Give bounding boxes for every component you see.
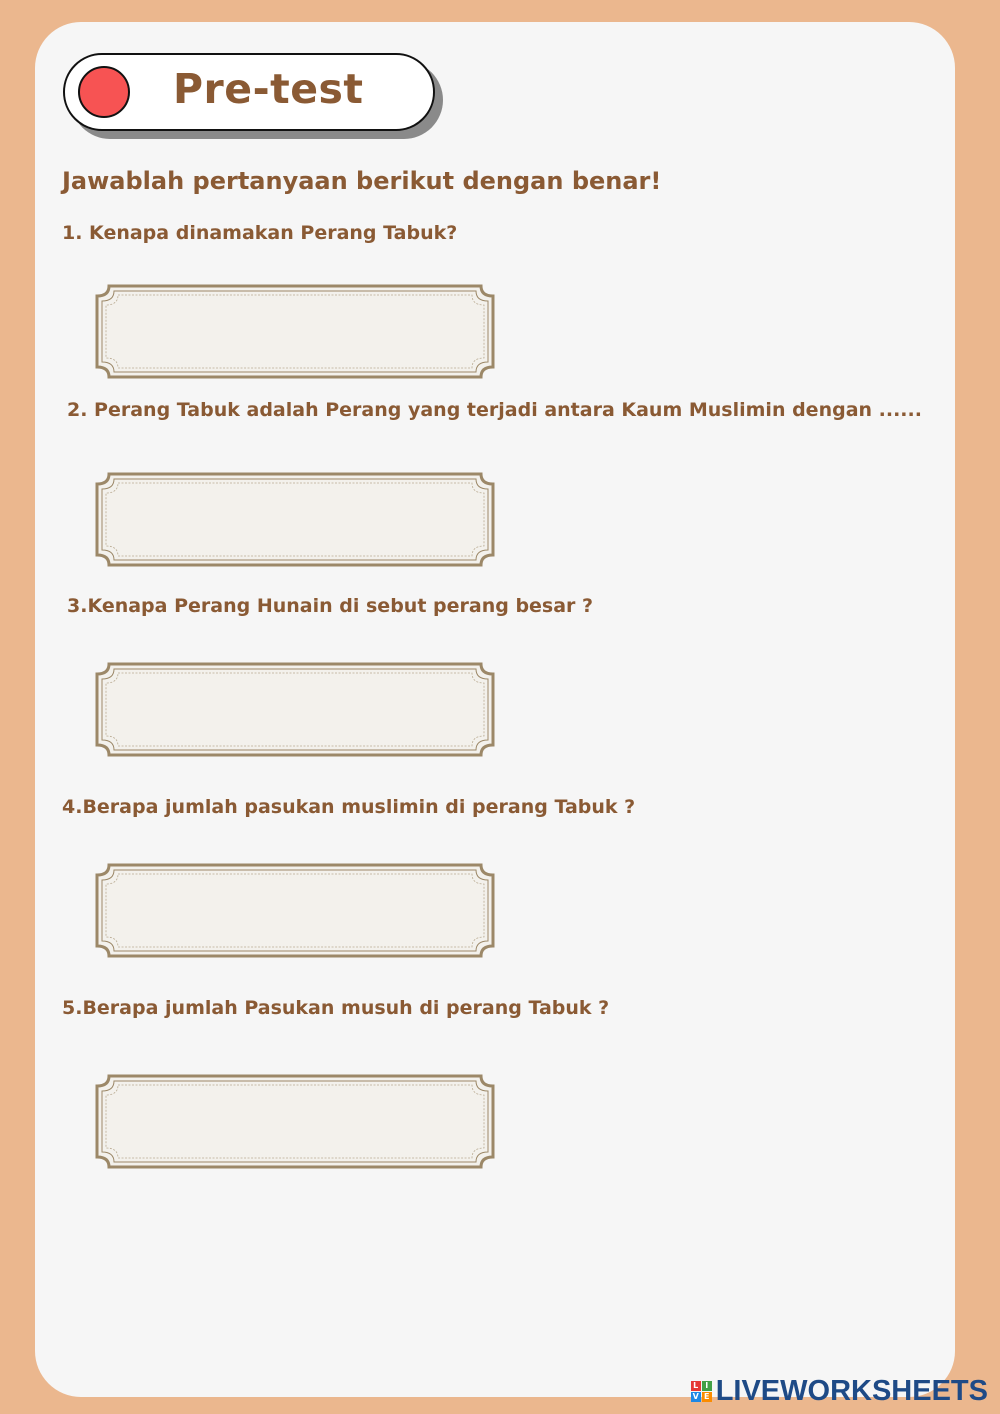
question-4: 4.Berapa jumlah pasukan muslimin di perang Tabuk ? (62, 796, 636, 818)
ornamental-frame (95, 863, 495, 958)
brand-name: LIVEWORKSHEETS (715, 1374, 988, 1407)
liveworksheets-logo-icon: L I V E (691, 1381, 712, 1402)
answer-box-5[interactable] (95, 1074, 495, 1169)
answer-box-1[interactable] (95, 284, 495, 379)
ornamental-frame (95, 662, 495, 757)
question-2: 2. Perang Tabuk adalah Perang yang terjadi antara Kaum Muslimin dengan ...... (67, 399, 922, 421)
answer-box-3[interactable] (95, 662, 495, 757)
liveworksheets-brand[interactable] (691, 1376, 988, 1406)
ornamental-frame (95, 472, 495, 567)
red-dot-icon (78, 66, 130, 118)
question-1: 1. Kenapa dinamakan Perang Tabuk? (62, 222, 458, 244)
instruction-text: Jawablah pertanyaan berikut dengan benar! (62, 167, 662, 195)
title-pill (63, 53, 435, 131)
question-3: 3.Kenapa Perang Hunain di sebut perang besar ? (67, 595, 594, 617)
page-title: Pre-test (173, 65, 364, 113)
ornamental-frame (95, 284, 495, 379)
question-5: 5.Berapa jumlah Pasukan musuh di perang Tabuk ? (62, 997, 610, 1019)
answer-box-2[interactable] (95, 472, 495, 567)
ornamental-frame (95, 1074, 495, 1169)
answer-box-4[interactable] (95, 863, 495, 958)
